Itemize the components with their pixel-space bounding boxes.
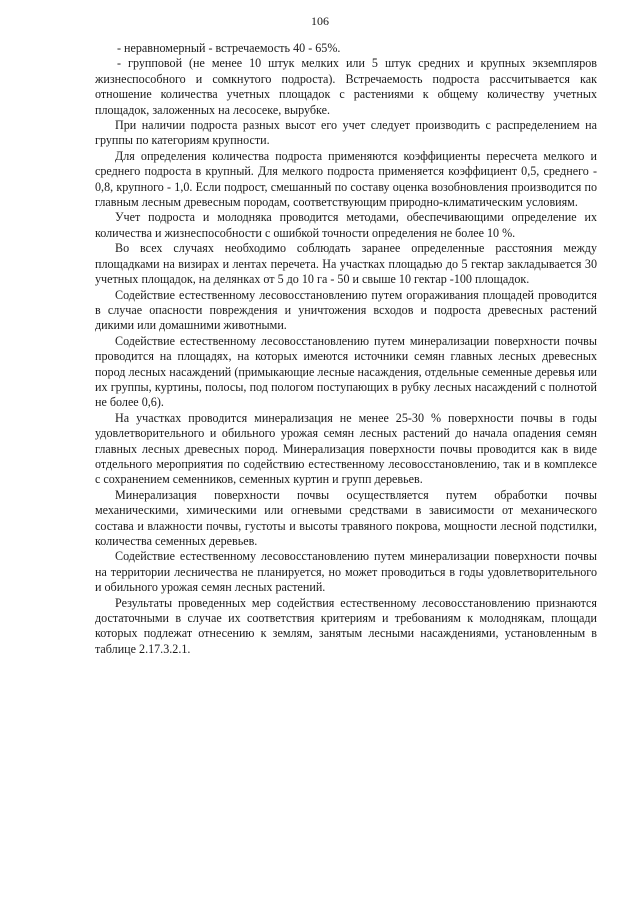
paragraph-accounting-methods: Учет подроста и молодняка проводится методами, обеспечивающими определение их количества и жизнеспособности с ошибкой точности определения не более 10 %. bbox=[95, 210, 597, 240]
page-number: 106 bbox=[311, 14, 329, 28]
paragraph-mineralization-methods: Минерализация поверхности почвы осуществляется путем обработки почвы механическими, химическими или огневыми средствами в зависимости от механического состава и влажности почвы, густоты и высоты травяного покрова, мощности лесной подстилки, количества семенных деревьев. bbox=[95, 487, 597, 548]
paragraph-mineralization-percent: На участках проводится минерализация не менее 25-30 % поверхности почвы в годы удовлетворительного и обильного урожая семян лесных растений до начала опадения семян главных лесных древесных пород. Минерализация поверхности почвы проводится как в виде отдельного мероприятия по содействию естественному лесовосстановлению, так и в комплексе с сохранением семенников, семенных куртин и групп деревьев. bbox=[95, 410, 597, 487]
paragraph-fencing: Содействие естественному лесовосстановлению путем огораживания площадей проводится в случае опасности повреждения и уничтожения всходов и подроста древесных растений дикими или домашними животными. bbox=[95, 287, 597, 333]
paragraph-irregular-occurrence: - неравномерный - встречаемость 40 - 65%. bbox=[117, 41, 341, 55]
document-body bbox=[95, 41, 597, 657]
paragraph-height-groups: При наличии подроста разных высот его учет следует производить с распределением на группы по категориям крупности. bbox=[95, 118, 597, 148]
paragraph-group-occurrence: - групповой (не менее 10 штук мелких или 5 штук средних и крупных экземпляров жизнеспособного и сомкнутого подроста). Встречаемость подроста рассчитывается как отношение количества учетных площадок с растениями к общему количеству учетных площадок, заложенных на лесосеке, вырубке. bbox=[95, 56, 597, 117]
paragraph-mineralization-areas: Содействие естественному лесовосстановлению путем минерализации поверхности почвы проводится на площадях, на которых имеются источники семян главных лесных древесных пород лесных насаждений (примыкающие лесные насаждения, отдельные семенные деревья или их группы, куртины, полосы, под пологом поступающих в рубку лесных насаждений с полнотой не более 0,6). bbox=[95, 333, 597, 410]
paragraph-results: Результаты проведенных мер содействия естественному лесовосстановлению признаются достаточными в случае их соответствия критериям и требованиям к молоднякам, площади которых подлежат отнесению к землям, занятым лесными насаждениями, установленным в таблице 2.17.3.2.1. bbox=[95, 595, 597, 656]
paragraph-conversion-coefficients: Для определения количества подроста применяются коэффициенты пересчета мелкого и среднего подроста в крупный. Для мелкого подроста применяется коэффициент 0,5, среднего - 0,8, крупного - 1,0. Если подрост, смешанный по составу оценка возобновления производится по главным лесным древесным породам, соответствующим природно-климатическим условиям. bbox=[95, 148, 597, 210]
paragraph-not-planned: Содействие естественному лесовосстановлению путем минерализации поверхности почвы на территории лесничества не планируется, но может проводиться в годы удовлетворительного и обильного урожая семян лесных растений. bbox=[95, 549, 597, 595]
paragraph-plot-distances: Во всех случаях необходимо соблюдать заранее определенные расстояния между площадками на визирах и лентах перечета. На участках площадью до 5 гектар закладывается 30 учетных площадок, на делянках от 5 до 10 га - 50 и свыше 10 гектар -100 площадок. bbox=[95, 241, 597, 287]
